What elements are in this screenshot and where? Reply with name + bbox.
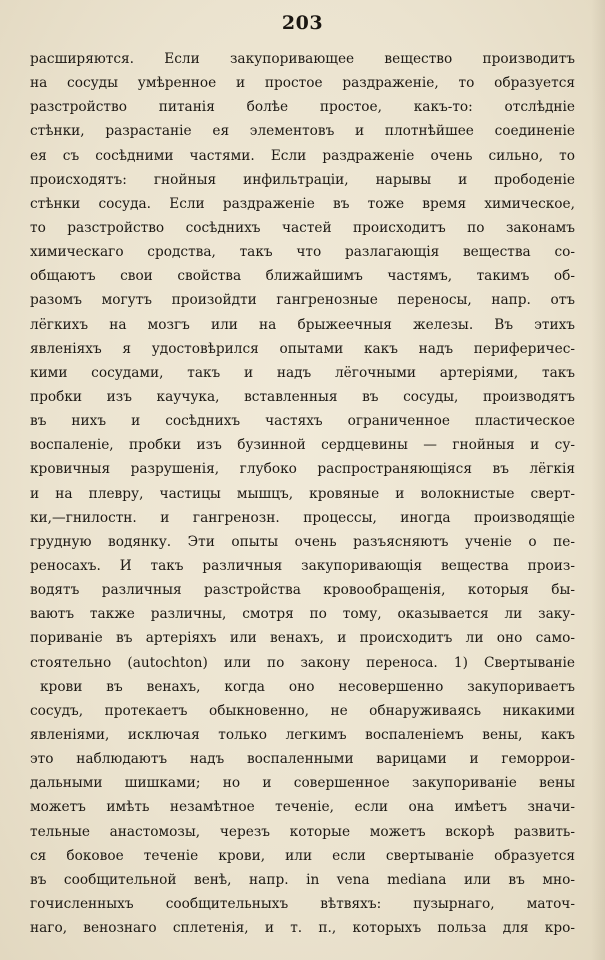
text-line: ея съ сосѣдними частями. Если раздраженіе очень сильно, то bbox=[30, 147, 575, 164]
text-line: явленіями, исключая только легкимъ воспаленіемъ вены, какъ bbox=[30, 726, 575, 743]
text-line: происходятъ: гнойныя инфильтраціи, нарывы и прободеніе bbox=[30, 171, 575, 188]
text-line: стѣнки, разрастаніе ея элементовъ и плотнѣйшее соединеніе bbox=[30, 123, 575, 140]
text-line: водятъ различныя разстройства кровообращенія, которыя бы- bbox=[30, 582, 575, 599]
text-line: кими сосудами, такъ и надъ лёгочными артеріями, такъ bbox=[30, 364, 575, 381]
text-line: крови въ венахъ, когда оно несовершенно закупориваетъ bbox=[40, 678, 575, 695]
text-line: стоятельно (autochton) или по закону переноса. 1) Свертываніе bbox=[30, 654, 575, 671]
text-line: въ нихъ и сосѣднихъ частяхъ ограниченное пластическое bbox=[30, 413, 575, 430]
text-line: общаютъ свои свойства ближайшимъ частямъ, такимъ об- bbox=[30, 268, 575, 285]
text-line: то разстройство сосѣднихъ частей происходитъ по законамъ bbox=[30, 219, 575, 236]
text-line: химическаго сродства, такъ что разлагающія вещества со- bbox=[30, 244, 575, 261]
text-line: гочисленныхъ сообщительныхъ вѣтвяхъ: пузырнаго, маточ- bbox=[30, 895, 575, 912]
text-line: въ сообщительной венѣ, напр. in vena mediana или въ мно- bbox=[30, 871, 575, 888]
page-number: 203 bbox=[281, 12, 324, 34]
body-text bbox=[30, 47, 575, 940]
text-line: и на плевру, частицы мышцъ, кровяные и волокнистые сверт- bbox=[30, 485, 575, 502]
text-line: стѣнки сосуда. Если раздраженіе въ тоже время химическое, bbox=[30, 195, 575, 212]
text-line: можетъ имѣть незамѣтное теченіе, если она имѣетъ значи- bbox=[30, 799, 575, 816]
text-line: реносахъ. И такъ различныя закупоривающія вещества произ- bbox=[30, 557, 575, 574]
text-line: воспаленіе, пробки изъ бузинной сердцевины — гнойныя и су- bbox=[30, 437, 575, 454]
text-line: кровичныя разрушенія, глубоко распространяющіяся въ лёгкія bbox=[30, 461, 575, 478]
text-line: разстройство питанія болѣе простое, какъ-то: отслѣдніе bbox=[30, 99, 575, 116]
text-line: ки,—гнилостн. и гангренозн. процессы, иногда производящіе bbox=[30, 509, 575, 526]
page-edge-shadow bbox=[591, 0, 605, 960]
text-line: пробки изъ каучука, вставленныя въ сосуды, производятъ bbox=[30, 388, 575, 405]
text-line: наго, венознаго сплетенія, и т. п., которыхъ польза для кро- bbox=[30, 920, 575, 937]
text-line: дальными шишками; но и совершенное закупориваніе вены bbox=[30, 775, 575, 792]
text-line: ся боковое теченіе крови, или если свертываніе образуется bbox=[30, 847, 575, 864]
text-line: явленіяхъ я удостовѣрился опытами какъ надъ периферичес- bbox=[30, 340, 575, 357]
text-line: ваютъ также различны, смотря по тому, оказывается ли заку- bbox=[30, 606, 575, 623]
text-line: тельные анастомозы, черезъ которые можетъ вскорѣ развить- bbox=[30, 823, 575, 840]
text-line: это наблюдаютъ надъ воспаленными варицами и геморрои- bbox=[30, 751, 575, 768]
text-line: грудную водянку. Эти опыты очень разъясняютъ ученіе о пе- bbox=[30, 533, 575, 550]
text-line: на сосуды умѣренное и простое раздраженіе, то образуется bbox=[30, 75, 575, 92]
text-line: расширяются. Если закупоривающее вещество производитъ bbox=[30, 51, 575, 67]
text-line: сосудъ, протекаетъ обыкновенно, не обнаруживаясь никакими bbox=[30, 702, 575, 719]
text-line: пориваніе въ артеріяхъ или венахъ, и происходитъ ли оно само- bbox=[30, 630, 575, 647]
text-line: лёгкихъ на мозгъ или на брыжеечныя железы. Въ этихъ bbox=[30, 316, 575, 333]
text-line: разомъ могутъ произойдти гангренозные переносы, напр. отъ bbox=[30, 292, 575, 309]
